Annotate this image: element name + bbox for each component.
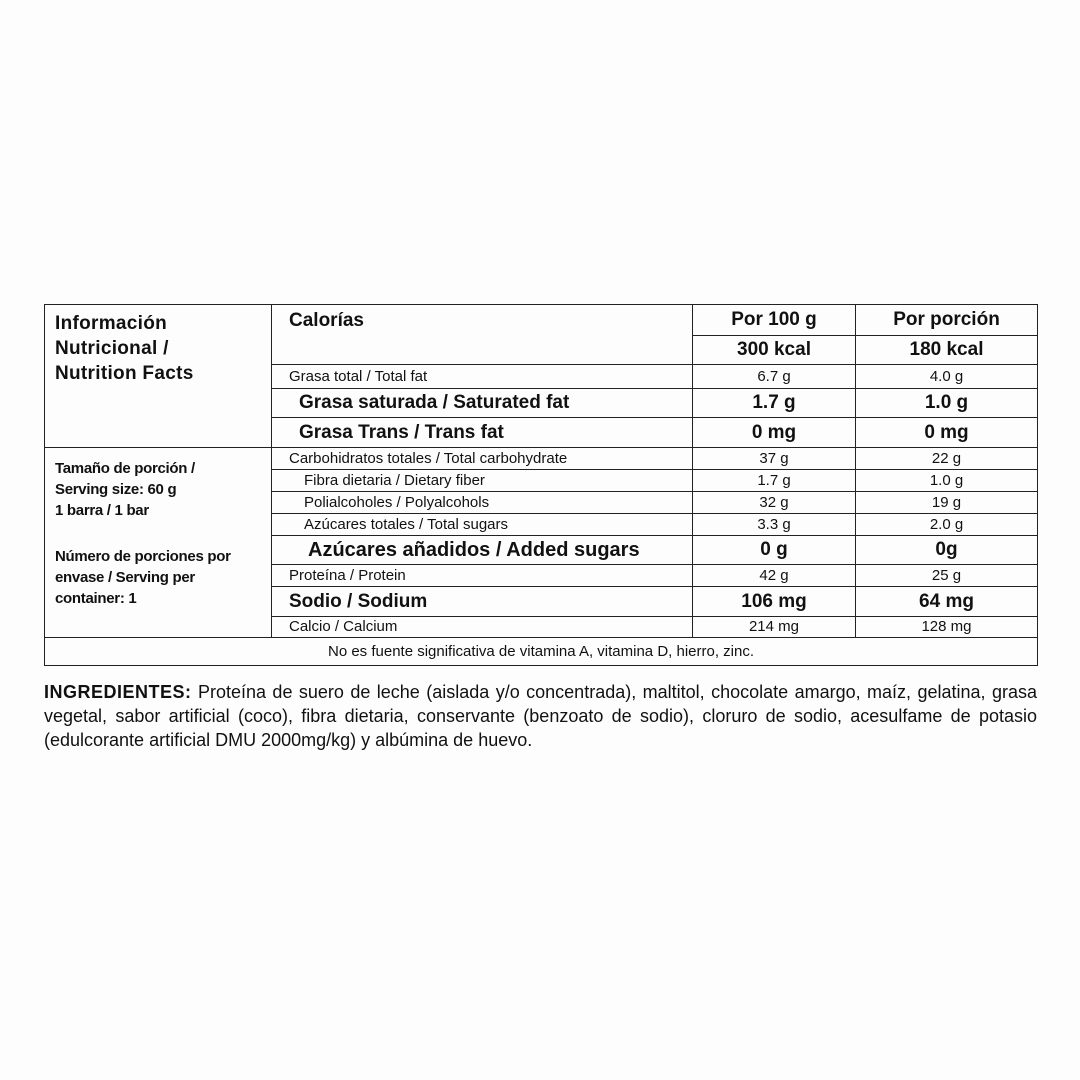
nutrient-per100: 0 g xyxy=(693,536,856,565)
nutrition-facts-table xyxy=(44,304,1038,666)
title-line: Información xyxy=(55,313,168,334)
ingredients-text: Proteína de suero de leche (aislada y/o concentrada), maltitol, chocolate amargo, maíz, gelatina, grasa vegetal, sabor artificial (coco), fibra dietaria, conservante (benzoato de sodio), cloruro de sodio, acesulfame de potasio (edulcorante artificial DMU 2000mg/kg) y albúmina de huevo. xyxy=(44,682,1037,750)
nutrient-per-serving: 128 mg xyxy=(856,617,1038,638)
column-header-per-serving: Por porción xyxy=(856,305,1038,336)
nutrient-label: Sodio / Sodium xyxy=(272,587,693,617)
title-line: Nutrition Facts xyxy=(55,363,194,384)
serving-info-cell xyxy=(45,448,272,638)
serving-size-line: 1 barra / 1 bar xyxy=(55,502,149,519)
nutrient-per-serving: 19 g xyxy=(856,492,1038,514)
serving-size-line: Serving size: 60 g xyxy=(55,481,177,498)
nutrient-per100: 6.7 g xyxy=(693,365,856,389)
nutrient-per100: 1.7 g xyxy=(693,389,856,418)
nutrient-per100: 37 g xyxy=(693,448,856,470)
servings-per-container-line: envase / Serving per xyxy=(55,569,195,586)
nutrient-label: Proteína / Protein xyxy=(272,565,693,587)
nutrient-per100: 106 mg xyxy=(693,587,856,617)
calories-per-serving: 180 kcal xyxy=(856,336,1038,365)
nutrition-title-cell xyxy=(45,305,272,448)
nutrient-label: Grasa total / Total fat xyxy=(272,365,693,389)
servings-per-container-line: container: 1 xyxy=(55,590,137,607)
nutrient-label: Grasa saturada / Saturated fat xyxy=(272,389,693,418)
nutrient-label: Grasa Trans / Trans fat xyxy=(272,418,693,448)
calories-per100: 300 kcal xyxy=(693,336,856,365)
nutrient-per-serving: 0g xyxy=(856,536,1038,565)
nutrient-label: Calcio / Calcium xyxy=(272,617,693,638)
nutrient-per-serving: 1.0 g xyxy=(856,470,1038,492)
column-header-per100: Por 100 g xyxy=(693,305,856,336)
nutrient-per-serving: 64 mg xyxy=(856,587,1038,617)
nutrient-per100: 42 g xyxy=(693,565,856,587)
nutrient-per100: 0 mg xyxy=(693,418,856,448)
nutrient-per-serving: 25 g xyxy=(856,565,1038,587)
nutrient-per-serving: 0 mg xyxy=(856,418,1038,448)
footnote: No es fuente significativa de vitamina A, vitamina D, hierro, zinc. xyxy=(45,638,1038,666)
ingredients-paragraph xyxy=(44,680,1037,752)
servings-per-container-line: Número de porciones por xyxy=(55,548,231,565)
nutrient-per100: 214 mg xyxy=(693,617,856,638)
table-row xyxy=(45,448,1038,470)
nutrient-per-serving: 22 g xyxy=(856,448,1038,470)
nutrient-per-serving: 4.0 g xyxy=(856,365,1038,389)
nutrient-label: Carbohidratos totales / Total carbohydrate xyxy=(272,448,693,470)
nutrient-per-serving: 2.0 g xyxy=(856,514,1038,536)
nutrient-label: Fibra dietaria / Dietary fiber xyxy=(272,470,693,492)
nutrient-per100: 32 g xyxy=(693,492,856,514)
nutrient-per-serving: 1.0 g xyxy=(856,389,1038,418)
serving-size-line: Tamaño de porción / xyxy=(55,460,195,477)
ingredients-heading: INGREDIENTES: xyxy=(44,682,192,702)
nutrient-per100: 3.3 g xyxy=(693,514,856,536)
nutrient-label: Azúcares añadidos / Added sugars xyxy=(272,536,693,565)
calories-label: Calorías xyxy=(272,305,693,365)
nutrient-per100: 1.7 g xyxy=(693,470,856,492)
nutrient-label: Azúcares totales / Total sugars xyxy=(272,514,693,536)
title-line: Nutricional / xyxy=(55,338,169,359)
nutrient-label: Polialcoholes / Polyalcohols xyxy=(272,492,693,514)
